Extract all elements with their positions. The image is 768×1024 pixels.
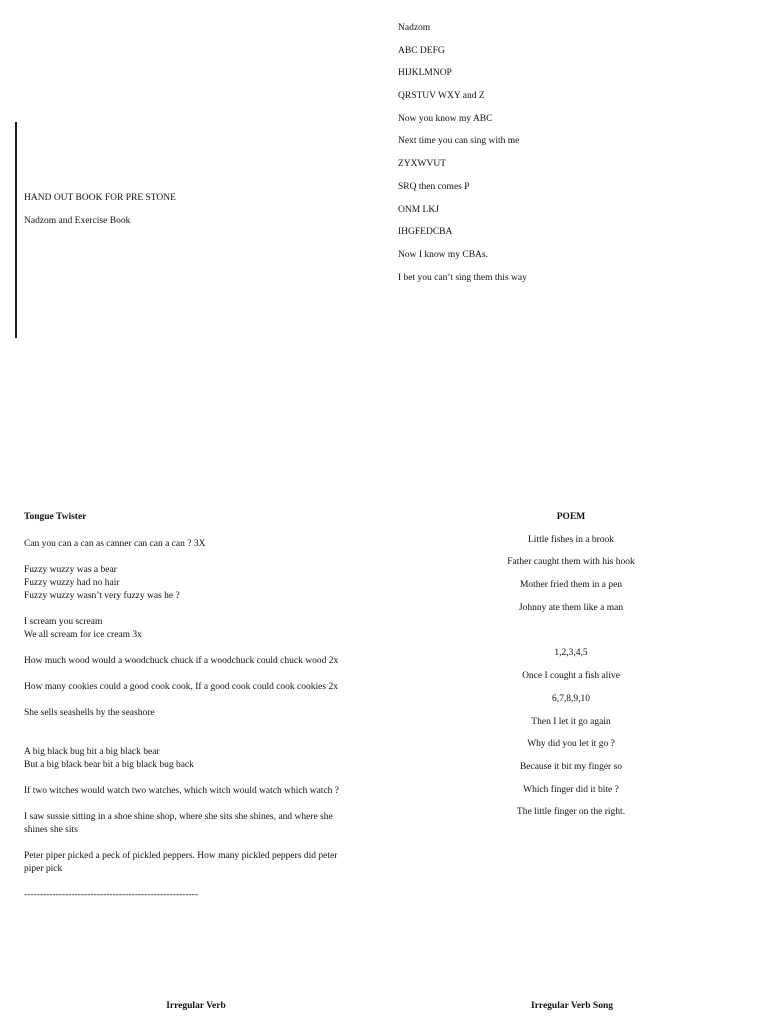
alphabet-line: ABC DEFG — [398, 45, 445, 56]
poem-line: The little finger on the right. — [516, 807, 626, 818]
poem-line: Father caught them with his hook — [507, 557, 635, 568]
alphabet-line: ONM LKJ — [398, 204, 439, 215]
twister-line: How many cookies could a good cook cook, If a good cook could cook cookies 2x — [24, 682, 338, 692]
alphabet-line: Nadzom — [398, 23, 431, 33]
cover-title: HAND OUT BOOK FOR PRE STONE — [24, 193, 176, 203]
irregular-verb-song-heading: Irregular Verb Song — [531, 1001, 613, 1011]
twister-group — [24, 538, 364, 551]
twister-line: I saw sussie sitting in a shoe shine shop, where she sits she shines, and where she — [24, 812, 333, 822]
stanza-gap — [470, 625, 672, 648]
poem-line: Then I let it go again — [531, 716, 611, 727]
twister-line: Fuzzy wuzzy was a bear — [24, 565, 117, 575]
alphabet-line: Now you know my ABC — [398, 113, 493, 124]
poem-section — [470, 512, 672, 830]
irregular-verb-heading: Irregular Verb — [166, 1001, 226, 1011]
tongue-twister-section — [24, 512, 364, 915]
alphabet-line: ZYXWVUT — [398, 159, 447, 170]
poem-line: Johnny ate them like a man — [518, 602, 624, 613]
alphabet-line: SRQ then comes P — [398, 181, 470, 192]
twister-line: We all scream for ice cream 3x — [24, 630, 142, 640]
twister-group — [24, 811, 364, 837]
alphabet-line: IHGFEDCBA — [398, 227, 453, 238]
twister-group — [24, 746, 364, 772]
twister-line: Fuzzy wuzzy wasn’t very fuzzy was he ? — [24, 591, 180, 601]
poem-line: Once I cought a fish alive — [522, 671, 620, 682]
poem-line: 6,7,8,9,10 — [552, 693, 590, 704]
twister-group — [24, 655, 364, 668]
cover-margin-line — [15, 122, 17, 338]
twister-line: How much wood would a woodchuck chuck if a woodchuck could chuck wood 2x — [24, 656, 339, 666]
twister-line: piper pick — [24, 864, 63, 874]
alphabet-line: QRSTUV WXY and Z — [398, 91, 485, 102]
poem-line: Little fishes in a brook — [527, 534, 614, 545]
twister-group — [24, 707, 364, 720]
poem-line: Mother fried them in a pen — [519, 580, 623, 591]
cover-subtitle: Nadzom and Exercise Book — [24, 216, 131, 226]
twister-line: If two witches would watch two watches, which witch would watch which watch ? — [24, 786, 339, 796]
twister-line: shines she sits — [24, 825, 78, 835]
twister-line: Fuzzy wuzzy had no hair — [24, 578, 120, 588]
twister-line: Peter piper picked a peck of pickled peppers. How many pickled peppers did peter — [24, 851, 338, 861]
twister-group — [24, 564, 364, 603]
twister-line: But a big black bear bit a big black bug back — [24, 760, 194, 770]
poem-line: Because it bit my finger so — [519, 761, 623, 772]
twister-line: I scream you scream — [24, 617, 103, 627]
alphabet-line: Now I know my CBAs. — [398, 249, 488, 260]
tongue-twister-heading: Tongue Twister — [24, 512, 87, 522]
alphabet-line: Next time you can sing with me — [398, 136, 520, 147]
twister-group — [24, 785, 364, 798]
twister-group — [24, 850, 364, 876]
poem-line: Why did you let it go ? — [527, 739, 615, 750]
cover-block — [24, 193, 176, 239]
twister-group — [24, 889, 364, 902]
alphabet-song — [398, 23, 527, 295]
twister-line: A big black bug bit a big black bear — [24, 747, 160, 757]
twister-group — [24, 616, 364, 642]
poem-line: 1,2,3,4,5 — [554, 648, 588, 659]
twister-line: Can you can a can as canner can can a can ? 3X — [24, 539, 206, 549]
poem-line: Which finger did it bite ? — [523, 784, 619, 795]
alphabet-line: I bet you can’t sing them this way — [398, 272, 527, 283]
alphabet-line: HIJKLMNOP — [398, 68, 452, 79]
twister-group — [24, 681, 364, 694]
divider-line: ------------------------------------------------------- — [24, 890, 198, 900]
poem-heading: POEM — [556, 512, 586, 522]
twister-line: She sells seashells by the seashore — [24, 708, 155, 718]
